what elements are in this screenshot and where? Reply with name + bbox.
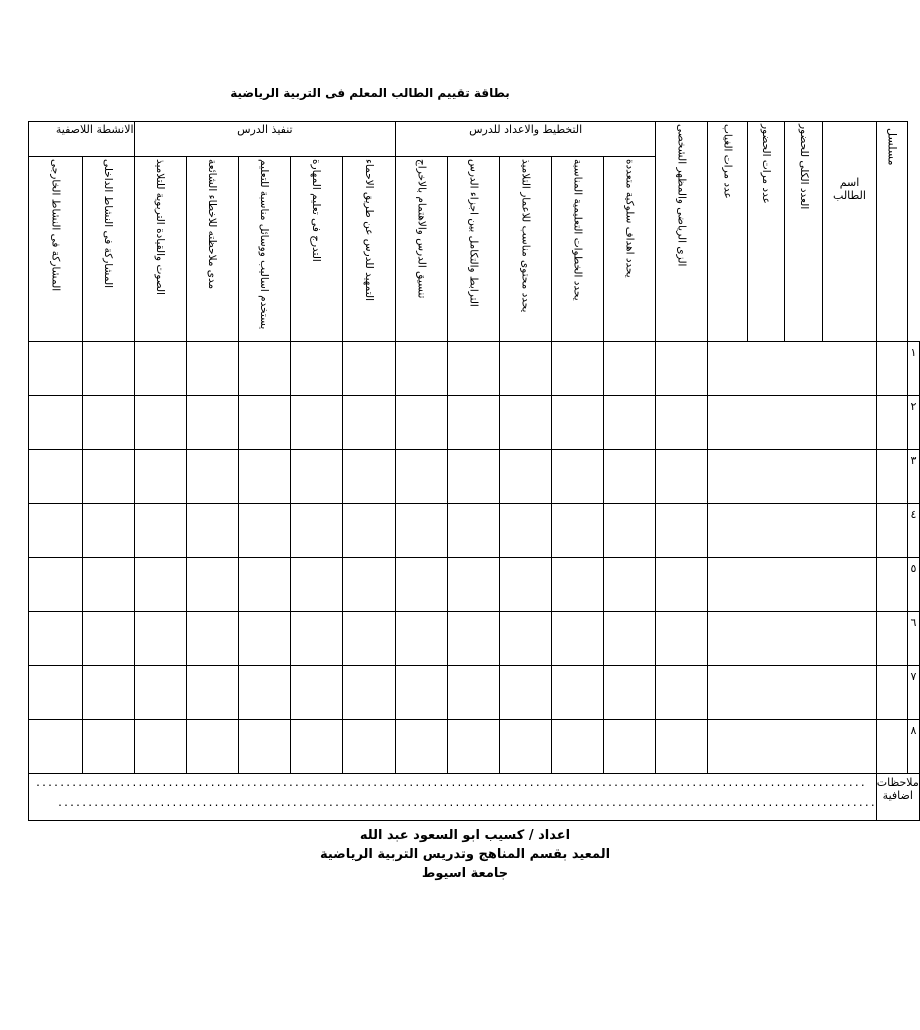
table-row	[29, 450, 920, 504]
header-total-attendance: العدد الكلى للحضور	[785, 122, 823, 342]
table-row	[29, 666, 920, 720]
row-number: ٢	[908, 396, 920, 450]
header-planning-steps: يحدد الخطوات التعليمية المناسبة	[552, 157, 604, 342]
notes-line-1: ..........................................................................................................................................	[35, 778, 866, 789]
header-serial: مسلسل	[876, 122, 907, 342]
table-row	[29, 396, 920, 450]
header-planning-objectives: يحدد اهداف سلوكية متعددة	[604, 157, 656, 342]
header-planning-group: التخطيط والاعداد للدرس	[396, 122, 656, 157]
row-number: ٦	[908, 612, 920, 666]
row-number: ١	[908, 342, 920, 396]
header-planning-content: يحدد محتوى مناسب للاعمار التلاميذ	[500, 157, 552, 342]
footer-author: اعداد / كسيب ابو السعود عبد الله	[359, 828, 571, 843]
table-row	[29, 342, 920, 396]
header-absence-count: عدد مرات الغياب	[708, 122, 747, 342]
student-name-cell[interactable]	[876, 396, 907, 450]
header-attendance-count: عدد مرات الحضور	[747, 122, 785, 342]
header-planning-coherence: الترابط والتكامل بين اجزاء الدرس	[448, 157, 500, 342]
header-execution-group: تنفيذ الدرس	[134, 122, 396, 157]
notes-line-2: ........................................................................................................................................	[57, 798, 876, 809]
card-title: بطاقة تقييم الطالب المعلم فى التربية الرياضية	[230, 86, 510, 100]
header-execution-errors: مدى ملاحظته للاخطاء الشائعة	[186, 157, 238, 342]
row-number: ٤	[908, 504, 920, 558]
header-student-name: اسم الطالب	[823, 122, 877, 342]
student-name-cell[interactable]	[876, 342, 907, 396]
header-execution-warmup: التمهيد للدرس عن طريق الاحماء	[342, 157, 396, 342]
header-sports-uniform: الزى الرياضى والمظهر الشخصى	[656, 122, 708, 342]
table-row	[29, 720, 920, 774]
notes-label: ملاحظات اضافية	[876, 774, 919, 821]
row-number: ٣	[908, 450, 920, 504]
student-name-cell[interactable]	[876, 612, 907, 666]
footer-university: جامعة اسيوط	[421, 866, 509, 881]
row-number: ٨	[908, 720, 920, 774]
header-execution-methods: يستخدم اساليب ووسائل مناسبة للتعليم	[238, 157, 290, 342]
student-name-cell[interactable]	[876, 450, 907, 504]
evaluation-table	[28, 121, 920, 821]
student-name-cell[interactable]	[876, 504, 907, 558]
student-name-cell[interactable]	[876, 666, 907, 720]
notes-row	[29, 774, 920, 821]
student-name-cell[interactable]	[876, 558, 907, 612]
header-group-row	[29, 122, 920, 157]
header-execution-voice: الصوت والقيادة التربوية للتلاميذ	[134, 157, 186, 342]
row-number: ٧	[908, 666, 920, 720]
header-activity-external: المشاركة فى النشاط الخارجى	[29, 157, 83, 342]
footer	[300, 826, 630, 883]
header-execution-progression: التدرج فى تعليم المهارة	[290, 157, 342, 342]
header-activities-group: الانشطة اللاصفية	[29, 122, 135, 157]
row-number: ٥	[908, 558, 920, 612]
student-name-cell[interactable]	[876, 720, 907, 774]
table-row	[29, 612, 920, 666]
table-row	[29, 504, 920, 558]
header-activity-internal: المشاركة فى النشاط الداخلى	[82, 157, 134, 342]
header-planning-formatting: تنسيق الدرس والاهتمام بالاخراج	[396, 157, 448, 342]
footer-department: المعيد بقسم المناهج وتدريس التربية الرياضية	[319, 847, 611, 862]
notes-field[interactable]	[29, 774, 877, 821]
table-row	[29, 558, 920, 612]
